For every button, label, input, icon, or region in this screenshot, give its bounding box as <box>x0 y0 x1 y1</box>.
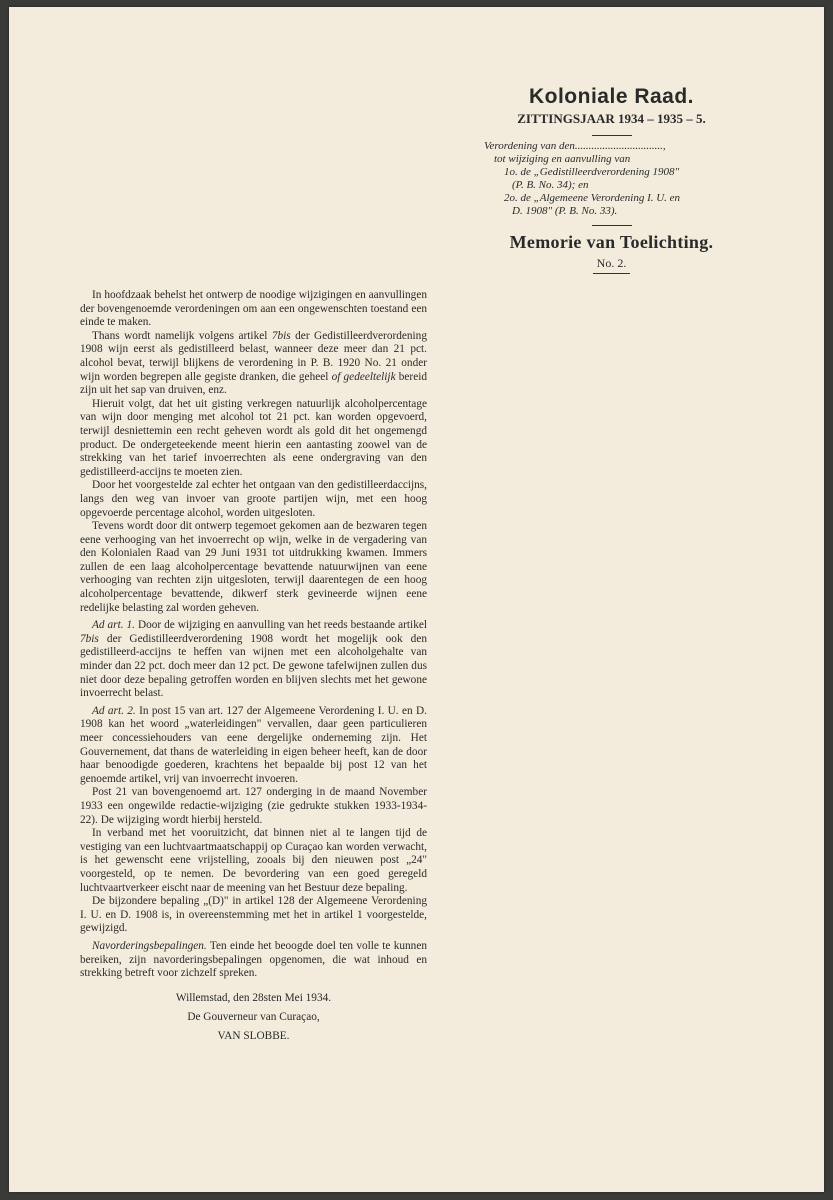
paragraph: Tevens wordt door dit ontwerp tegemoet gekomen aan de bezwaren tegen eene verhooging van het invoerrecht op wijn, welke in de vergadering van den Kolonialen Raad van 29 Juni 1931 tot uitdrukking kwamen. Immers zullen de een laag alcoholpercentage bevattende natuurwijnen van eene verhooging van rechten zijn uitgesloten, terwijl daarentegen de een hoog alcoholpercentage bevattende, dikwerf sterk gevineerde wijnen eene redelijke belasting zal worden geheven. <box>80 520 427 614</box>
memorandum-body <box>80 289 427 1046</box>
paragraph: In verband met het vooruitzicht, dat binnen niet al te langen tijd de vestiging van een luchtvaartmaatschappij op Curaçao kan worden verwacht, is het gewenscht eene vrijstelling, zooals bij den nieuwen post „24" voorgesteld, op te nemen. De bevordering van een goed geregeld luchtvaartverkeer eischt naar de meening van het Bestuur deze bepaling. <box>80 827 427 894</box>
paragraph: Ad art. 1. Door de wijziging en aanvulling van het reeds bestaande artikel 7bis der Gedistilleerdverordening 1908 wordt het mogelijk ook den gedistilleerd-accijns te heffen van wijnen met een alcoholgehalte van minder dan 22 pct. doch meer dan 12 pct. De gewone tafelwijnen zullen dus niet door deze bepaling getroffen worden en blijven slechts met het gewone invoerrecht belast. <box>80 619 427 700</box>
article-label: Ad art. 1. <box>92 619 135 632</box>
signatory-role: De Gouverneur van Curaçao, <box>187 1010 320 1023</box>
article-label: Ad art. 2. <box>92 704 136 717</box>
ordinance-line: 1o. de „Gedistilleerdverordening 1908" <box>504 166 680 178</box>
council-title: Koloniale Raad. <box>528 85 695 108</box>
ordinance-line: Verordening van den................................, <box>484 140 666 152</box>
paragraph: Navorderingsbepalingen. Ten einde het beoogde doel ten volle te kunnen bereiken, zijn navorderingsbepalingen opgenomen, die wat inhoud en strekking betreft voor zichzelf spreken. <box>80 939 427 980</box>
signature-block <box>80 989 427 1046</box>
ordinance-line: D. 1908" (P. B. No. 33). <box>512 205 618 217</box>
session-year: ZITTINGSJAAR 1934 – 1935 – 5. <box>517 111 706 126</box>
document-header <box>474 84 749 274</box>
paragraph: Hieruit volgt, dat het uit gisting verkregen natuurlijk alcoholpercentage van wijn door menging met alcohol tot 21 pct. kan worden opgevoerd, terwijl desniettemin een recht geheven wordt als gold dit het ongemengd product. De ondergeteekende meent hierin een aantasting zoowel van de strekking van het tarief invoerrechten als eene ondergraving van den gedistilleerd-accijns te moeten zien. <box>80 397 427 478</box>
ordinance-line: 2o. de „Algemeene Verordening I. U. en <box>504 192 681 204</box>
section-label: Navorderingsbepalingen. <box>92 939 207 952</box>
document-page <box>9 7 824 1192</box>
memorandum-title: Memorie van Toelichting. <box>509 232 714 252</box>
divider <box>592 225 632 226</box>
signatory-name: VAN SLOBBE. <box>217 1029 290 1042</box>
ordinance-line: tot wijziging en aanvulling van <box>494 153 631 165</box>
divider <box>592 135 632 136</box>
document-number: No. 2. <box>593 256 631 274</box>
paragraph: Thans wordt namelijk volgens artikel 7bis der Gedistilleerdverordening 1908 wijn eerst als gedistilleerd belast, wanneer deze meer dan 21 pct. alcohol bevat, terwijl blijkens de verordening in P. B. 1920 No. 21 onder wijn worden begrepen alle gegiste dranken, die geheel of gedeeltelijk bereid zijn uit het sap van druiven, enz. <box>80 329 427 397</box>
ordinance-line: (P. B. No. 34); en <box>512 179 589 191</box>
paragraph: De bijzondere bepaling „(D)" in artikel 128 der Algemeene Verordening I. U. en D. 1908 is, in overeenstemming met het in artikel 1 voorgestelde, gewijzigd. <box>80 895 427 935</box>
paragraph: Post 21 van bovengenoemd art. 127 onderging in de maand November 1933 een ongewilde redactie-wijziging (zie gedrukte stukken 1933-1934-22). De wijziging wordt hierbij hersteld. <box>80 786 427 826</box>
paragraph: Ad art. 2. In post 15 van art. 127 der Algemeene Verordening I. U. en D. 1908 kan het woord „waterleidingen" vervallen, daar geen particulieren meer concessiehouders van eene dergelijke onderneming zijn. Het Gouvernement, dat thans de waterleiding in eigen beheer heeft, kan de door haar benoodigde goederen, krachtens het bepaalde bij post 12 van het genoemde artikel, vrij van invoerrecht invoeren. <box>80 704 427 785</box>
place-date: Willemstad, den 28sten Mei 1934. <box>175 991 332 1004</box>
paragraph: In hoofdzaak behelst het ontwerp de noodige wijzigingen en aanvullingen der bovengenoemde verordeningen om aan een ongewenschten toestand een einde te maken. <box>80 289 427 329</box>
paragraph: Door het voorgestelde zal echter het ontgaan van den gedistilleerdaccijns, langs den weg van invoer van groote partijen wijn, met een hoog opgevoerde percentage alcohol, worden uitgesloten. <box>80 479 427 519</box>
ordinance-description <box>474 140 746 218</box>
